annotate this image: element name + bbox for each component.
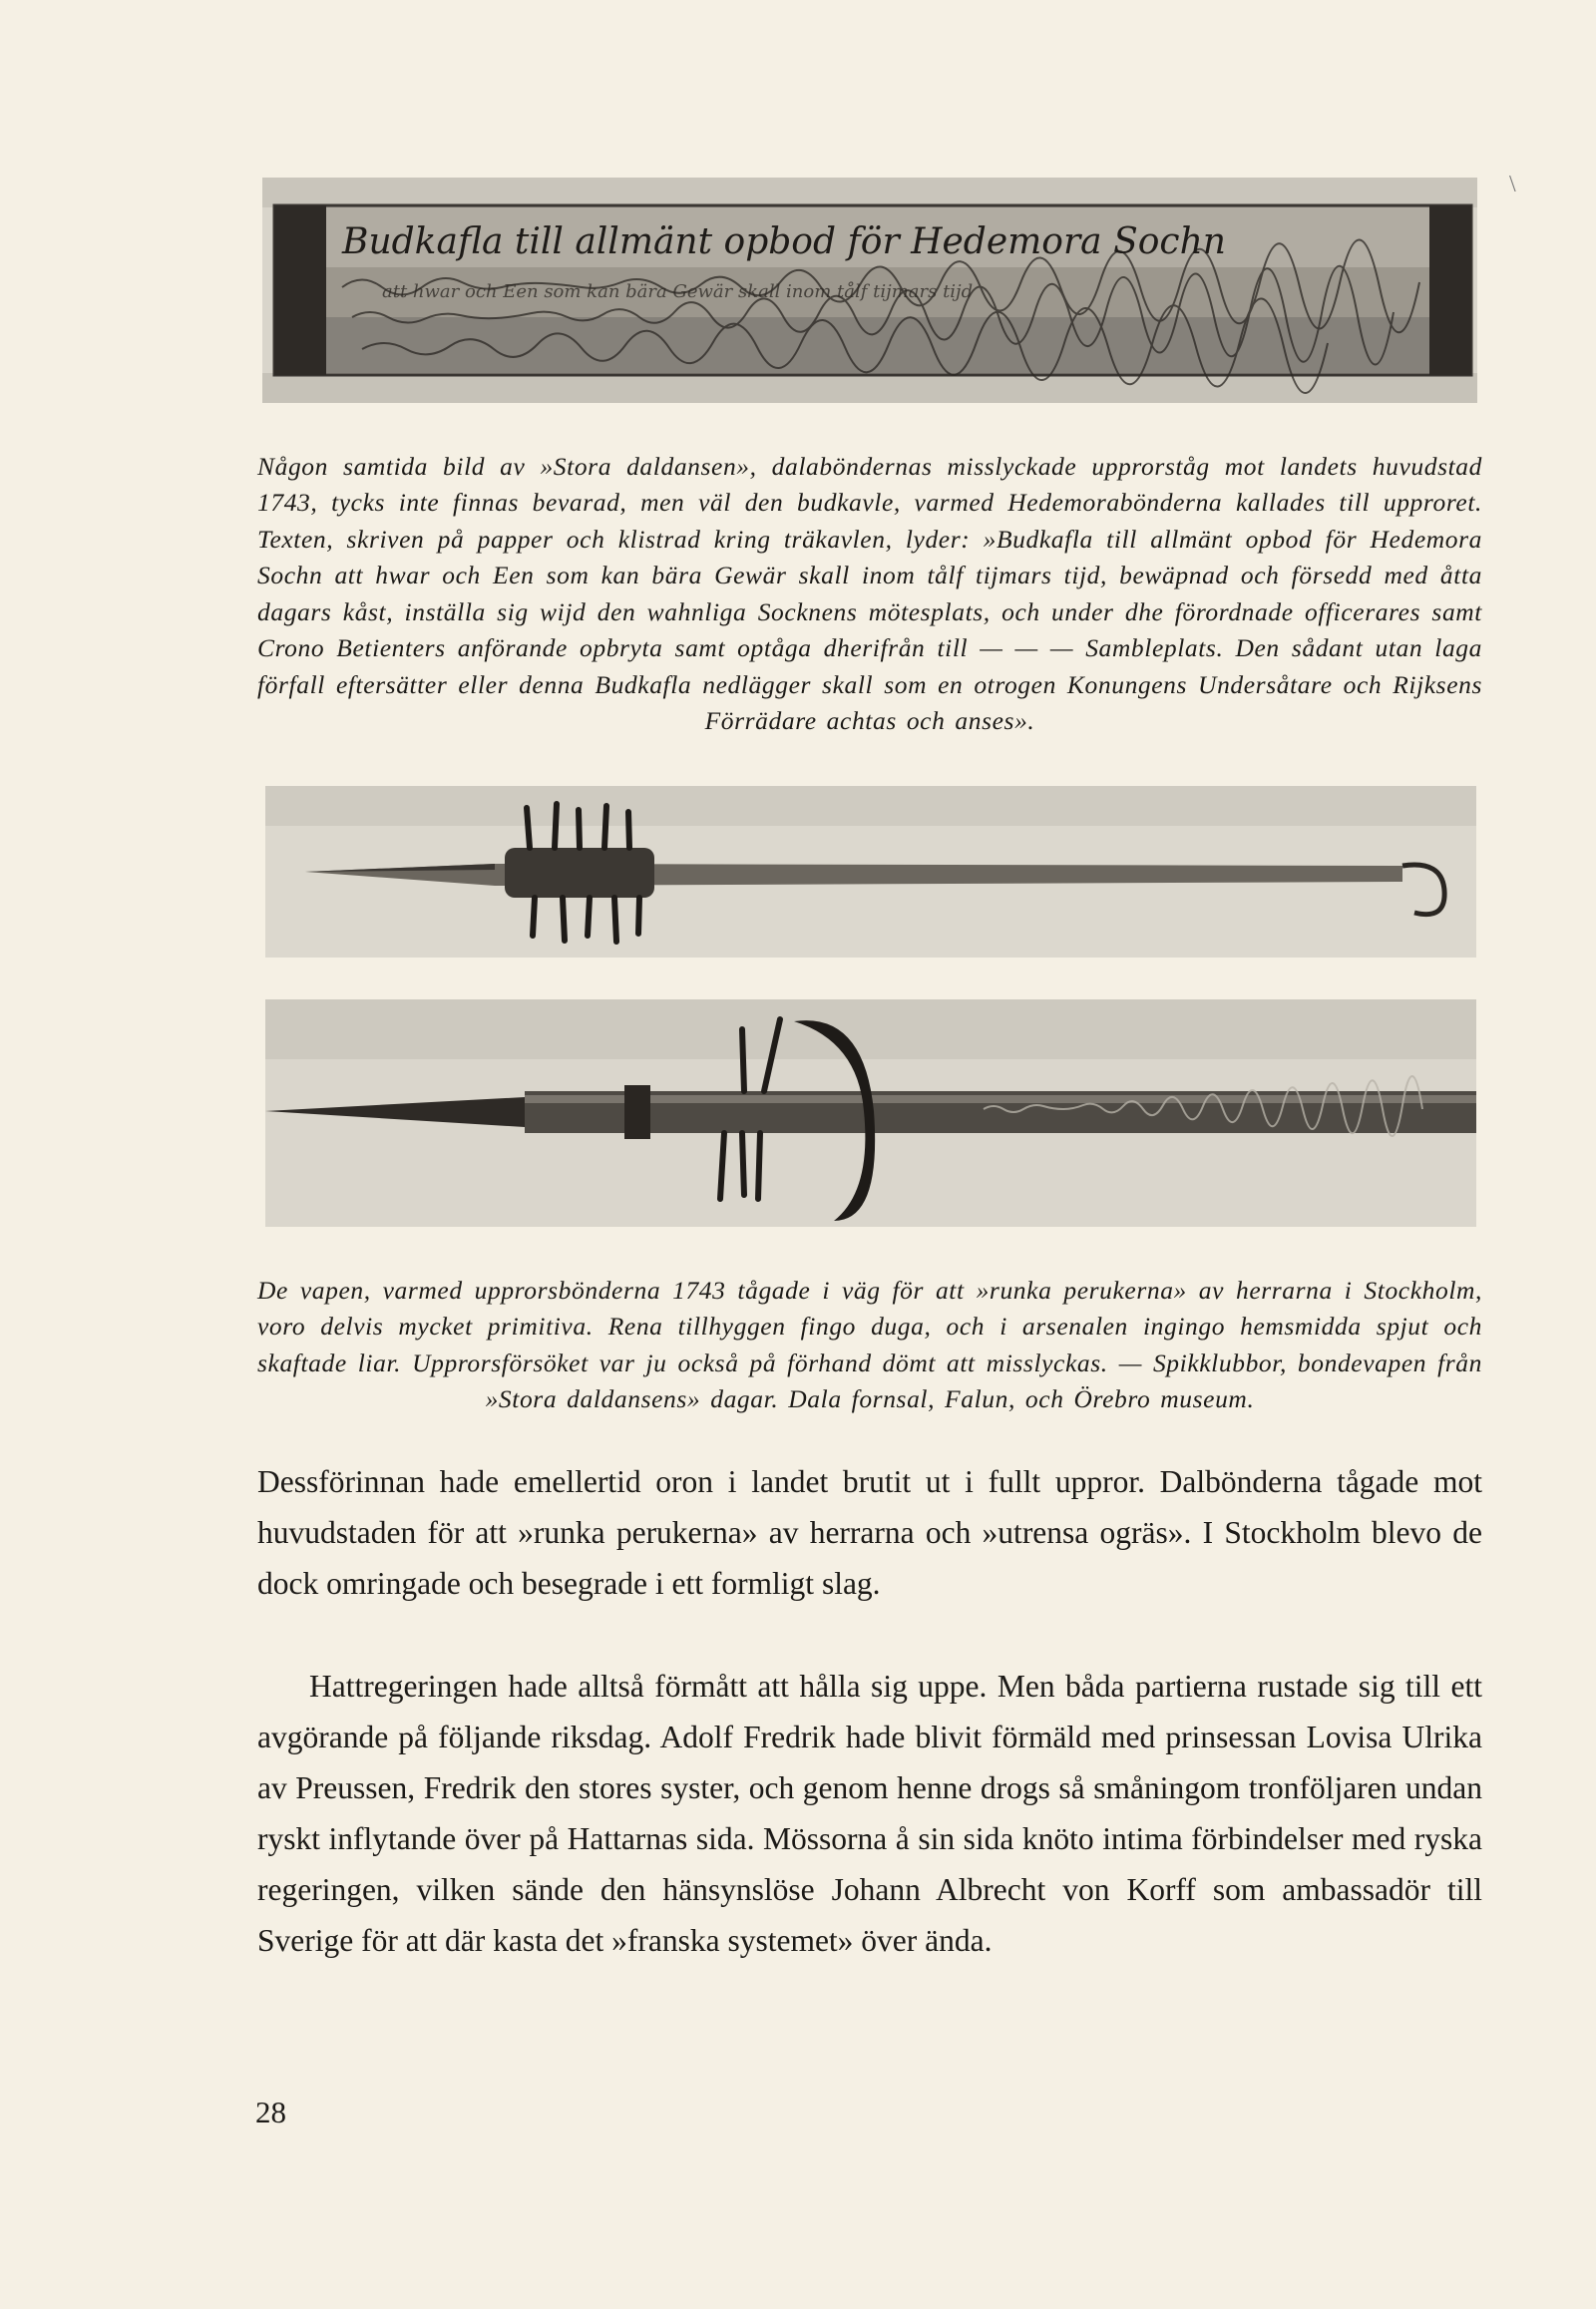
caption-budkavle: Någon samtida bild av »Stora daldansen», dalaböndernas misslyckade upprorståg mot landets huvudstad 1743, tycks inte finnas bevarad, men väl den budkavle, varmed Hedemorabönderna kallades till upproret. Texten, skriven på papper och klistrad kring träkavlen, lyder: »Budkafla till allmänt opbod för Hedemora Sochn att hwar och Een som kan bära Gewär skall inom tålf tijmars tijd, bewäpnad och försedd med åtta dagars kåst, inställa sig wijd den wahnliga Socknens mötesplats, och under dhe förordnade officerares samt Crono Betienters anförande opbryta samt optåga dherifrån till — — — Sambleplats. Den sådant utan laga förfall eftersätter eller denna Budkafla nedlägger skall som en otrogen Konungens Undersåtare och Rijksens Förrädare achtas och anses».	[257, 451, 1482, 735]
caption-weapons: De vapen, varmed upprorsbönderna 1743 tågade i väg för att »runka perukerna» av herrarna i Stockholm, voro delvis mycket primitiva. Rena tillhyggen fingo duga, och i arsenalen ingingo hemsmidda spjut och skaftade liar. Upprorsförsöket var ju också på förhand dömt att misslyckas. — Spikklubbor, bondevapen från »Stora daldansens» dagar. Dala fornsal, Falun, och Örebro museum.	[257, 1275, 1482, 1413]
budkavle-image	[262, 178, 1477, 403]
spiked-spear-image	[265, 999, 1476, 1227]
spike-club-image	[265, 786, 1476, 958]
body-paragraph: Dessförinnan hade emellertid oron i landet brutit ut i fullt uppror. Dalbönderna tågade mot huvudstaden för att »runka perukerna» av herrarna och »utrensa ogräs». I Stockholm blevo de dock omringade och besegrade i ett formligt slag.	[257, 1464, 1482, 1601]
spike-club-photo	[265, 786, 1476, 958]
budkavle-script-line-1: Budkafla till allmänt opbod för Hedemora Sochn	[342, 221, 1226, 262]
budkavle-script-line-2: att hwar och Een som kan bära Gewär skall inom tålf tijmars tijd	[382, 281, 974, 302]
spiked-spear-photo	[265, 999, 1476, 1227]
budkavle-photo	[262, 178, 1477, 403]
corner-mark: \	[1509, 172, 1516, 197]
page-number: 28	[255, 2095, 286, 2129]
body-paragraph: Hattregeringen hade alltså förmått att hålla sig uppe. Men båda partierna rustade sig till ett avgörande på följande riksdag. Adolf Fredrik hade blivit förmäld med prinsessan Lovisa Ulrika av Preussen, Fredrik den stores syster, och genom henne drogs så småningom tronföljaren undan ryskt inflytande över på Hattarnas sida. Mössorna å sin sida knöto intima förbindelser med ryska regeringen, vilken sände den hänsynslöse Johann Albrecht von Korff som ambassadör till Sverige för att där kasta det »franska systemet» över ända.	[257, 1669, 1482, 1958]
